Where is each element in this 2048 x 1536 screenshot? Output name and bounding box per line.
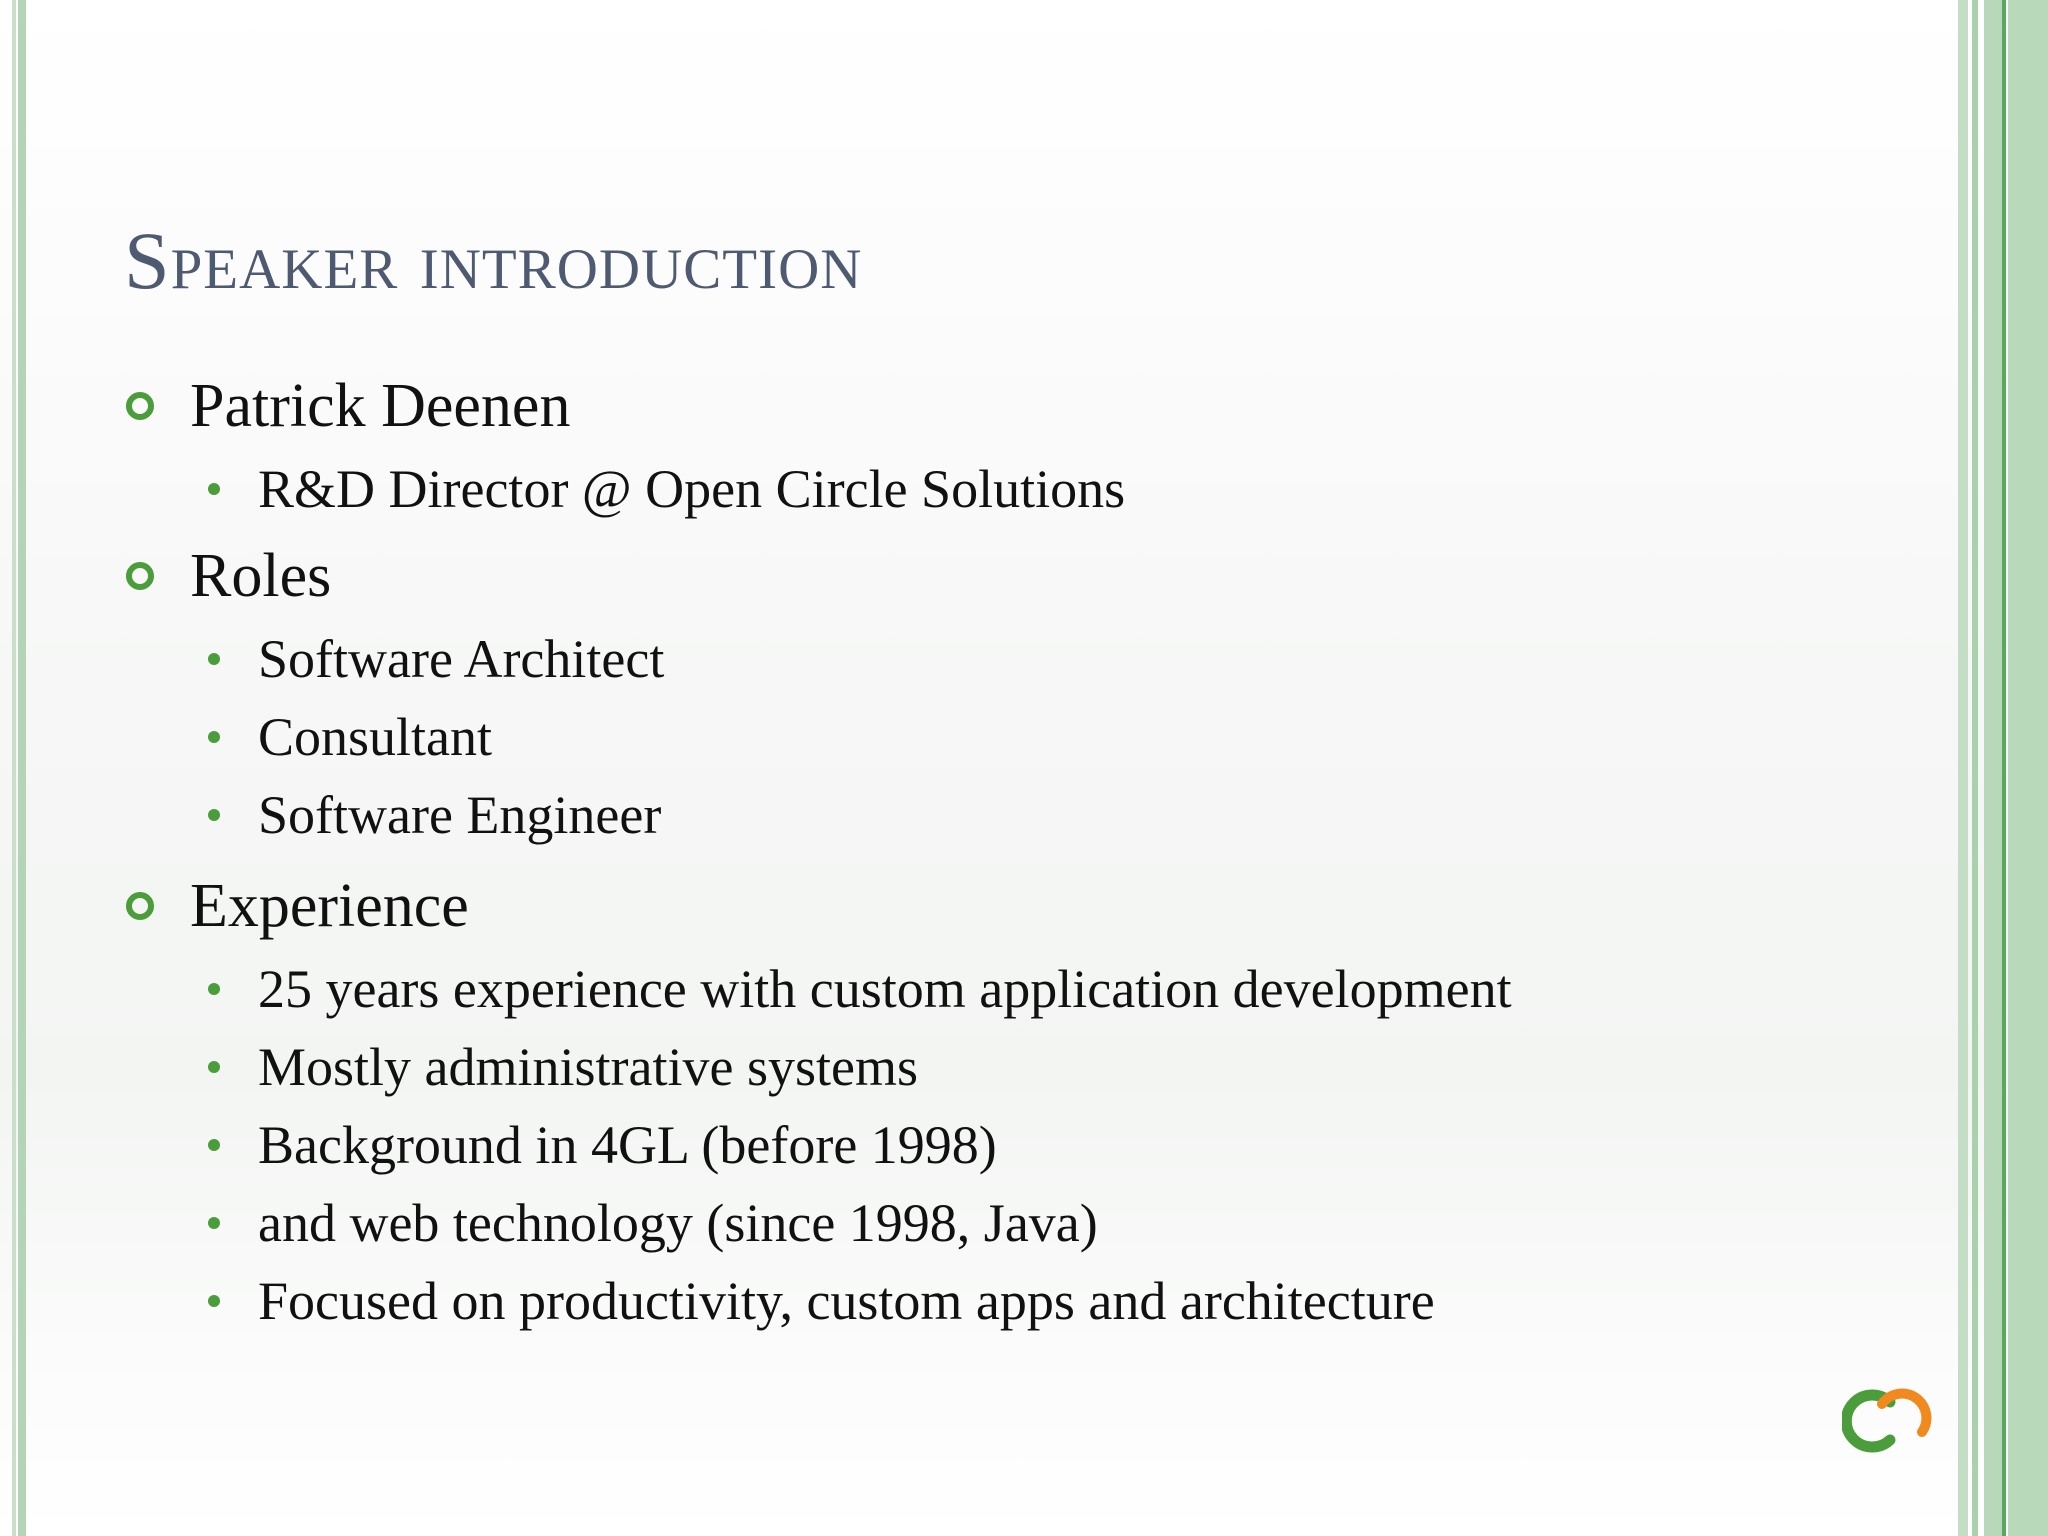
- list-item: [124, 620, 1944, 698]
- list-item-text: Background in 4GL (before 1998): [258, 1115, 997, 1175]
- dot-bullet-icon: [208, 653, 220, 665]
- list-item-text: Mostly administrative systems: [258, 1037, 918, 1097]
- dot-bullet-icon: [208, 1061, 220, 1073]
- list-item: [124, 1106, 1944, 1184]
- dot-bullet-icon: [208, 809, 220, 821]
- list-item-text: Software Architect: [258, 629, 665, 689]
- list-item: [124, 450, 1944, 528]
- list-item-text: Focused on productivity, custom apps and architecture: [258, 1271, 1435, 1331]
- ring-bullet-icon: [126, 892, 154, 920]
- section-heading-text: Patrick Deenen: [190, 371, 571, 440]
- list-item: [124, 1262, 1944, 1340]
- section-heading-text: Roles: [190, 541, 332, 610]
- dot-bullet-icon: [208, 1217, 220, 1229]
- section-heading-name: [124, 362, 1944, 450]
- list-item: [124, 950, 1944, 1028]
- right-decorative-stripe: [1958, 0, 2048, 1536]
- list-item-text: and web technology (since 1998, Java): [258, 1193, 1098, 1253]
- ring-bullet-icon: [126, 392, 154, 420]
- section-heading-text: Experience: [190, 871, 469, 940]
- list-item: [124, 698, 1944, 776]
- open-circle-logo-icon: [1842, 1388, 1934, 1454]
- list-item: [124, 1184, 1944, 1262]
- dot-bullet-icon: [208, 731, 220, 743]
- list-item: [124, 1028, 1944, 1106]
- list-item-text: 25 years experience with custom application development: [258, 959, 1512, 1019]
- slide-title: Speaker introduction: [124, 215, 863, 306]
- dot-bullet-icon: [208, 1295, 220, 1307]
- ring-bullet-icon: [126, 562, 154, 590]
- list-item-text: Software Engineer: [258, 785, 662, 845]
- section-heading-roles: [124, 532, 1944, 620]
- dot-bullet-icon: [208, 1139, 220, 1151]
- list-item: [124, 776, 1944, 854]
- list-item-text: Consultant: [258, 707, 493, 767]
- list-item-text: R&D Director @ Open Circle Solutions: [258, 459, 1126, 519]
- section-heading-experience: [124, 862, 1944, 950]
- bullet-list: [124, 362, 1944, 1340]
- dot-bullet-icon: [208, 983, 220, 995]
- left-decorative-stripe: [0, 0, 24, 1536]
- dot-bullet-icon: [208, 483, 220, 495]
